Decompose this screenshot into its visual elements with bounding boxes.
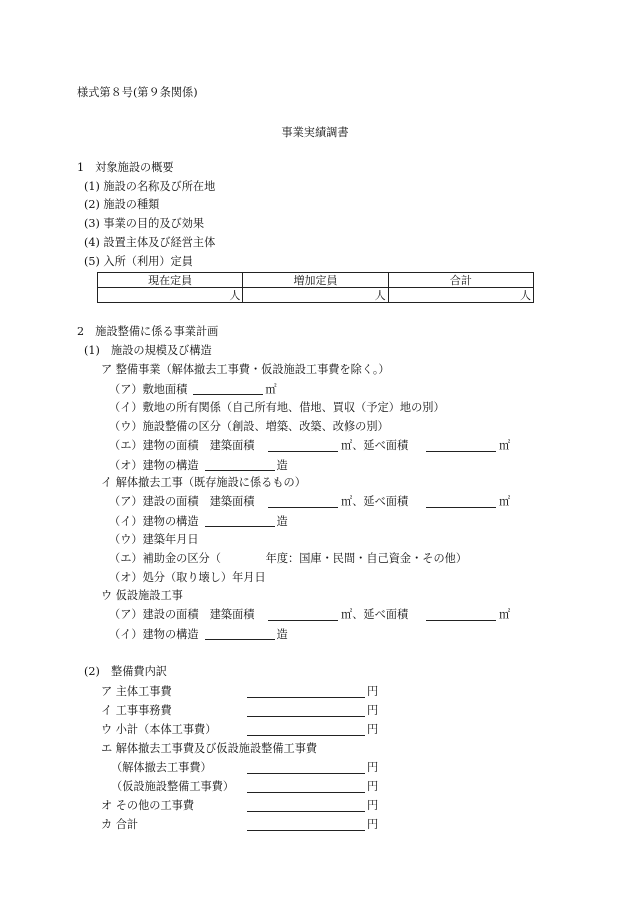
a-item-1 [109,383,277,395]
cost-row-3-label: ウ 小計（本体工事費） [101,723,217,736]
structure-label: （イ）建物の構造 [109,514,199,528]
s1-item-3: (3) 事業の目的及び効果 [84,217,205,230]
table-row [98,288,534,303]
yen-unit: 円 [367,780,379,793]
temporary-facility-cost-field[interactable] [247,781,365,793]
b-item-3: （ウ）建築年月日 [109,533,199,546]
a-structure-field[interactable] [205,459,275,471]
c-item-1: （ア）建設の面積 建築面積 [109,608,255,621]
b-building-area-field[interactable] [268,496,338,508]
sqm-unit: ㎡ [499,495,511,508]
b-floor-area-field[interactable] [426,496,496,508]
b-structure-field[interactable] [205,515,275,527]
c-structure-field[interactable] [205,628,275,640]
cost-row-8-label: カ 合計 [101,818,139,831]
demolition-cost-field[interactable] [247,762,365,774]
cost-row-1-label: ア 主体工事費 [101,685,172,698]
c-item-2 [109,628,288,640]
total-cost-field[interactable] [247,819,365,831]
section-1-heading: 1 対象施設の概要 [77,161,174,174]
a-item-2: （イ）敷地の所有関係（自己所有地、借地、買収（予定）地の別） [109,401,445,414]
a-item-5 [109,459,288,471]
total-capacity-cell[interactable]: 人 [388,288,533,303]
b-item-1: （ア）建設の面積 建築面積 [109,495,255,508]
s1-item-5: (5) 入所（利用）定員 [84,255,193,268]
c-building-area-field[interactable] [268,609,338,621]
section-2-heading: 2 施設整備に係る事業計画 [77,325,219,338]
c-heading: ウ 仮設施設工事 [101,589,183,602]
yen-unit: 円 [367,685,379,698]
c-floor-area-label: ㎡、延べ面積 [341,608,409,621]
b-item-2 [109,515,288,527]
s1-item-4: (4) 設置主体及び経営主体 [84,236,216,249]
yen-unit: 円 [367,799,379,812]
structure-unit: 造 [276,514,288,528]
capacity-table [97,272,534,303]
cost-row-4-label: エ 解体撤去工事費及び仮設施設整備工事費 [101,742,318,755]
c-floor-area-field[interactable] [426,609,496,621]
page-title: 事業実績調書 [281,126,349,139]
cost-row-7-label: オ その他の工事費 [101,799,195,812]
a-floor-area-label: ㎡、延べ面積 [341,439,409,452]
col-current-capacity: 現在定員 [98,273,243,288]
a-heading: ア 整備事業（解体撤去工事費・仮設施設工事費を除く。） [101,363,390,376]
s1-item-1: (1) 施設の名称及び所在地 [84,180,216,193]
b-heading: イ 解体撤去工事（既存施設に係るもの） [101,476,306,489]
building-area-label: （エ）建物の面積 建築面積 [109,439,255,452]
table-header-row [98,273,534,288]
b-item-5: （オ）処分（取り壊し）年月日 [109,571,266,584]
main-construction-cost-field[interactable] [247,686,365,698]
yen-unit: 円 [367,818,379,831]
s2-part-1: (1) 施設の規模及び構造 [84,344,212,357]
a-building-area-field[interactable] [268,440,338,452]
structure-unit: 造 [276,458,288,472]
sqm-unit: ㎡ [499,439,511,452]
col-total: 合計 [388,273,533,288]
site-area-field[interactable] [193,383,263,395]
b-floor-area-label: ㎡、延べ面積 [341,495,409,508]
structure-unit: 造 [276,627,288,641]
s1-item-2: (2) 施設の種類 [84,198,160,211]
sqm-unit: ㎡ [265,382,277,396]
yen-unit: 円 [367,761,379,774]
subtotal-field[interactable] [247,724,365,736]
yen-unit: 円 [367,704,379,717]
yen-unit: 円 [367,723,379,736]
col-increase-capacity: 増加定員 [243,273,388,288]
cost-row-6-label: （仮設施設整備工事費） [111,780,235,793]
form-id: 様式第８号(第９条関係) [77,86,198,99]
other-cost-field[interactable] [247,800,365,812]
cost-row-2-label: イ 工事事務費 [101,704,172,717]
a-item-4 [109,440,254,451]
structure-label: （イ）建物の構造 [109,627,199,641]
current-capacity-cell[interactable]: 人 [98,288,243,303]
a-item-3: （ウ）施設整備の区分（創設、増築、改築、改修の別） [109,420,389,433]
b-item-4: （エ）補助金の区分（ 年度：国庫・民間・自己資金・その他） [109,552,468,565]
increase-capacity-cell[interactable]: 人 [243,288,388,303]
sqm-unit: ㎡ [499,608,511,621]
site-area-label: （ア）敷地面積 [109,382,188,396]
s2-part-2: (2) 整備費内訳 [84,665,167,678]
cost-row-5-label: （解体撤去工事費） [111,761,212,774]
a-floor-area-field[interactable] [426,440,496,452]
office-cost-field[interactable] [247,705,365,717]
structure-label: （オ）建物の構造 [109,458,199,472]
